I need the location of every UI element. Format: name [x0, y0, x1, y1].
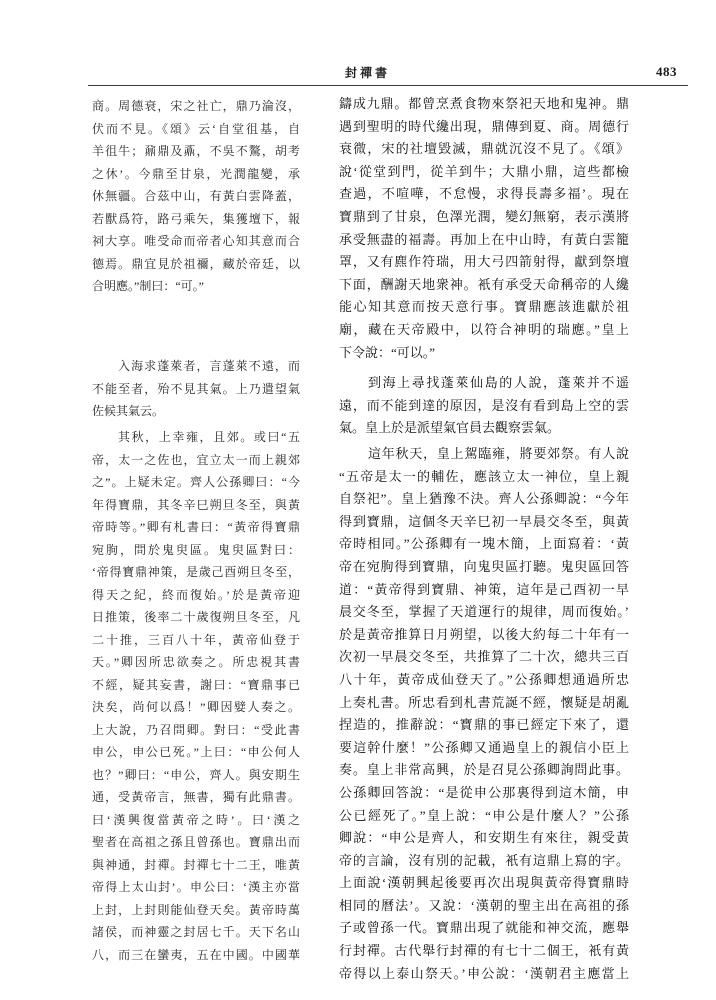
text-line: 八十年，黃帝成仙登天了。”公孫卿想通過所忠	[339, 671, 629, 687]
text-line: 曰‘漢興復當黃帝之時’。曰‘漢之	[92, 812, 300, 827]
text-line: 諸侯，而神靈之封居七千。天下名山	[92, 925, 300, 939]
text-line: 衰微，宋的社壇毀滅，鼎就沉沒不見了。《頌》	[339, 141, 629, 157]
text-line: 休無疆。合茲中山，有黃白雲降蓋，	[92, 189, 300, 203]
original-paragraph	[92, 426, 300, 966]
text-line: 二十推，三百八十年，黃帝仙登于	[92, 632, 300, 647]
text-line: 捏造的，推辭說：“寶鼎的事已經定下來了，還	[339, 717, 629, 733]
text-line: 相同的曆法’。又說：‘漢朝的聖主出在高祖的孫	[339, 897, 629, 913]
text-line: 得天之紀，終而復始。’於是黃帝迎	[92, 587, 300, 602]
text-line: 這年秋天，皇上駕臨雍，將要郊祭。有人說	[368, 446, 629, 461]
text-line: 寶鼎到了甘泉，色澤光潤，變幻無窮，表示漢將	[339, 208, 629, 224]
text-line: 承受無盡的福壽。再加上在中山時，有黃白雲籠	[339, 231, 629, 247]
text-line: 遇到聖明的時代纔出現，鼎傳到夏、商。周德行	[339, 118, 629, 134]
text-line: 鑄成九鼎。都曾烹煮食物來祭祀天地和鬼神。鼎	[339, 96, 629, 111]
text-line: 不能至者，殆不見其氣。上乃遣望氣	[92, 381, 300, 396]
text-line: ‘帝得寶鼎神策，是歲己酉朔旦冬至，	[92, 565, 300, 579]
text-line: 帝得上太山封’。申公曰：‘漢主亦當	[92, 880, 300, 894]
text-line: 帝時相同。”公孫卿有一塊木簡，上面寫着：‘黃	[339, 536, 629, 552]
text-line: 到海上尋找蓬萊仙島的人說，蓬萊并不遥	[368, 375, 629, 390]
text-line: 其秋，上幸雍，且郊。或曰“五	[118, 430, 300, 444]
text-line: 德焉。鼎宜見於祖禰，藏於帝廷，以	[92, 256, 300, 271]
header-rule	[88, 85, 688, 86]
translation-paragraph	[339, 443, 629, 985]
text-line: 上面說‘漢朝興起後要再次出現與黃帝得寶鼎時	[339, 875, 629, 891]
text-line: “五帝是太一的輔佐，應該立太一神位，皇上親	[339, 468, 629, 484]
text-line: 得到寶鼎，這個冬天辛巳初一早晨交冬至，與黃	[339, 513, 629, 529]
text-line: 奏。皇上非常高興，於是召見公孫卿詢問此事。	[339, 762, 629, 778]
text-line: 道：“黃帝得到寶鼎、神策，這年是己酉初一早	[339, 581, 629, 597]
text-line: 天。”卿因所忠欲奏之。所忠視其書	[92, 655, 300, 669]
text-line: 罩，又有麃作符瑞，用大弓四箭射得，獻到祭壇	[339, 254, 629, 270]
text-line: 氣。皇上於是派望氣官員去觀察雲氣。	[339, 420, 561, 436]
text-line: 帝，太一之佐也，宜立太一而上親郊	[92, 452, 300, 467]
text-line: 佐候其氣云。	[92, 404, 165, 418]
translation-paragraph	[339, 93, 629, 364]
text-line: 查過，不喧嘩，不怠慢，求得長壽多福’。現在	[339, 186, 629, 202]
text-line: 上封，上封則能仙登天矣。黃帝時萬	[92, 902, 300, 917]
text-line: 於是黃帝推算日月朔望，以後大約每二十年有一	[339, 626, 629, 642]
text-line: 申公，申公已死。”上曰：“申公何人	[92, 745, 300, 759]
text-line: 合明應。”制曰：“可。”	[92, 279, 204, 293]
text-line: 日推策，後率二十歲復朔旦冬至，凡	[92, 610, 300, 624]
text-line: 上奏札書。所忠看到札書荒誕不經，懷疑是胡亂	[339, 694, 629, 710]
text-line: 遠，而不能到達的原因，是沒有看到島上空的雲	[339, 397, 629, 413]
text-line: 之”。上疑未定。齊人公孫卿曰：“今	[92, 475, 300, 489]
text-line: 羊徂牛；鼐鼎及鼒，不吳不驁，胡考	[92, 144, 300, 158]
text-line: 上大說，乃召問卿。對曰：“受此書	[92, 722, 300, 737]
text-line: 公孫卿回答說：“是從申公那裏得到這木簡，申	[339, 784, 629, 800]
text-line: 聖者在高祖之孫且曾孫也。寶鼎出而	[92, 835, 300, 849]
text-line: 年得寶鼎，其冬辛巳朔旦冬至，與黃	[92, 497, 300, 512]
translation-paragraph	[339, 372, 629, 440]
text-line: 帝在宛朐得到寶鼎，向鬼臾區打聽。鬼臾區回答	[339, 558, 629, 574]
text-line: 下面，酬謝天地衆神。衹有承受天命稱帝的人纔	[339, 276, 629, 292]
text-line: 能心知其意而按天意行事。寶鼎應該進獻於祖	[339, 299, 629, 315]
text-line: 子或曾孫一代。寶鼎出現了就能和神交流，應舉	[339, 920, 629, 936]
text-line: 次初一早晨交冬至，共推算了二十次，總共三百	[339, 649, 629, 665]
text-line: 若獸爲符，路弓乘矢，集獲壇下，報	[92, 211, 300, 226]
text-line: 之休’。今鼎至甘泉，光潤龍變，承	[92, 166, 300, 181]
text-line: 決矣，尚何以爲！”卿因嬖人奏之。	[92, 700, 300, 714]
text-line: 廟，藏在天帝殿中，以符合神明的瑞應。”皇上	[339, 321, 629, 337]
text-line: 通，受黃帝言，無書，獨有此鼎書。	[92, 790, 300, 804]
text-line: 商。周德衰，宋之社亡，鼎乃淪沒，	[92, 99, 300, 113]
text-line: 卿說：“申公是齊人，和安期生有來往，親受黃	[339, 830, 629, 846]
text-line: 行封禪。古代舉行封禪的有七十二個王，衹有黃	[339, 943, 629, 959]
text-line: 入海求蓬萊者，言蓬萊不遠，而	[118, 359, 300, 373]
text-line: 祠大享。唯受命而帝者心知其意而合	[92, 234, 300, 248]
text-line: 八，而三在蠻夷，五在中國。中國華	[92, 947, 300, 962]
text-line: 公已經死了。”皇上說：“申公是什麼人？”公孫	[339, 807, 629, 823]
text-line: 也？”卿曰：“申公，齊人。與安期生	[92, 767, 300, 782]
text-line: 下令說：“可以。”	[339, 344, 436, 360]
original-paragraph	[92, 95, 300, 298]
text-line: 帝得以上泰山祭天。’申公說：‘漢朝君主應當上	[339, 965, 629, 981]
text-line: 帝的言論，沒有別的記載，衹有這鼎上寫的字。	[339, 852, 629, 868]
text-line: 自祭祀”。皇上猶豫不決。齊人公孫卿說：“今年	[339, 491, 629, 507]
text-line: 要這幹什麼！”公孫卿又通過皇上的親信小臣上	[339, 739, 629, 755]
text-line: 晨交冬至，掌握了天道運行的規律，周而復始。’	[339, 604, 629, 620]
original-paragraph	[92, 355, 300, 423]
text-line: 帝時等。”卿有札書曰：“黃帝得寶鼎	[92, 520, 300, 534]
text-line: 伏而不見。《頌》云‘自堂徂基，自	[92, 121, 300, 136]
text-line: 說‘從堂到門，從羊到牛；大鼎小鼎，這些都檢	[339, 163, 629, 179]
text-line: 與神通，封禪。封禪七十二王，唯黃	[92, 857, 300, 872]
text-line: 不經，疑其妄書，謝曰：“寶鼎事已	[92, 677, 300, 692]
page-number: 483	[656, 64, 677, 79]
running-head-title: 封禪書	[345, 66, 391, 80]
text-line: 宛朐，問於鬼臾區。鬼臾區對曰：	[92, 542, 300, 557]
